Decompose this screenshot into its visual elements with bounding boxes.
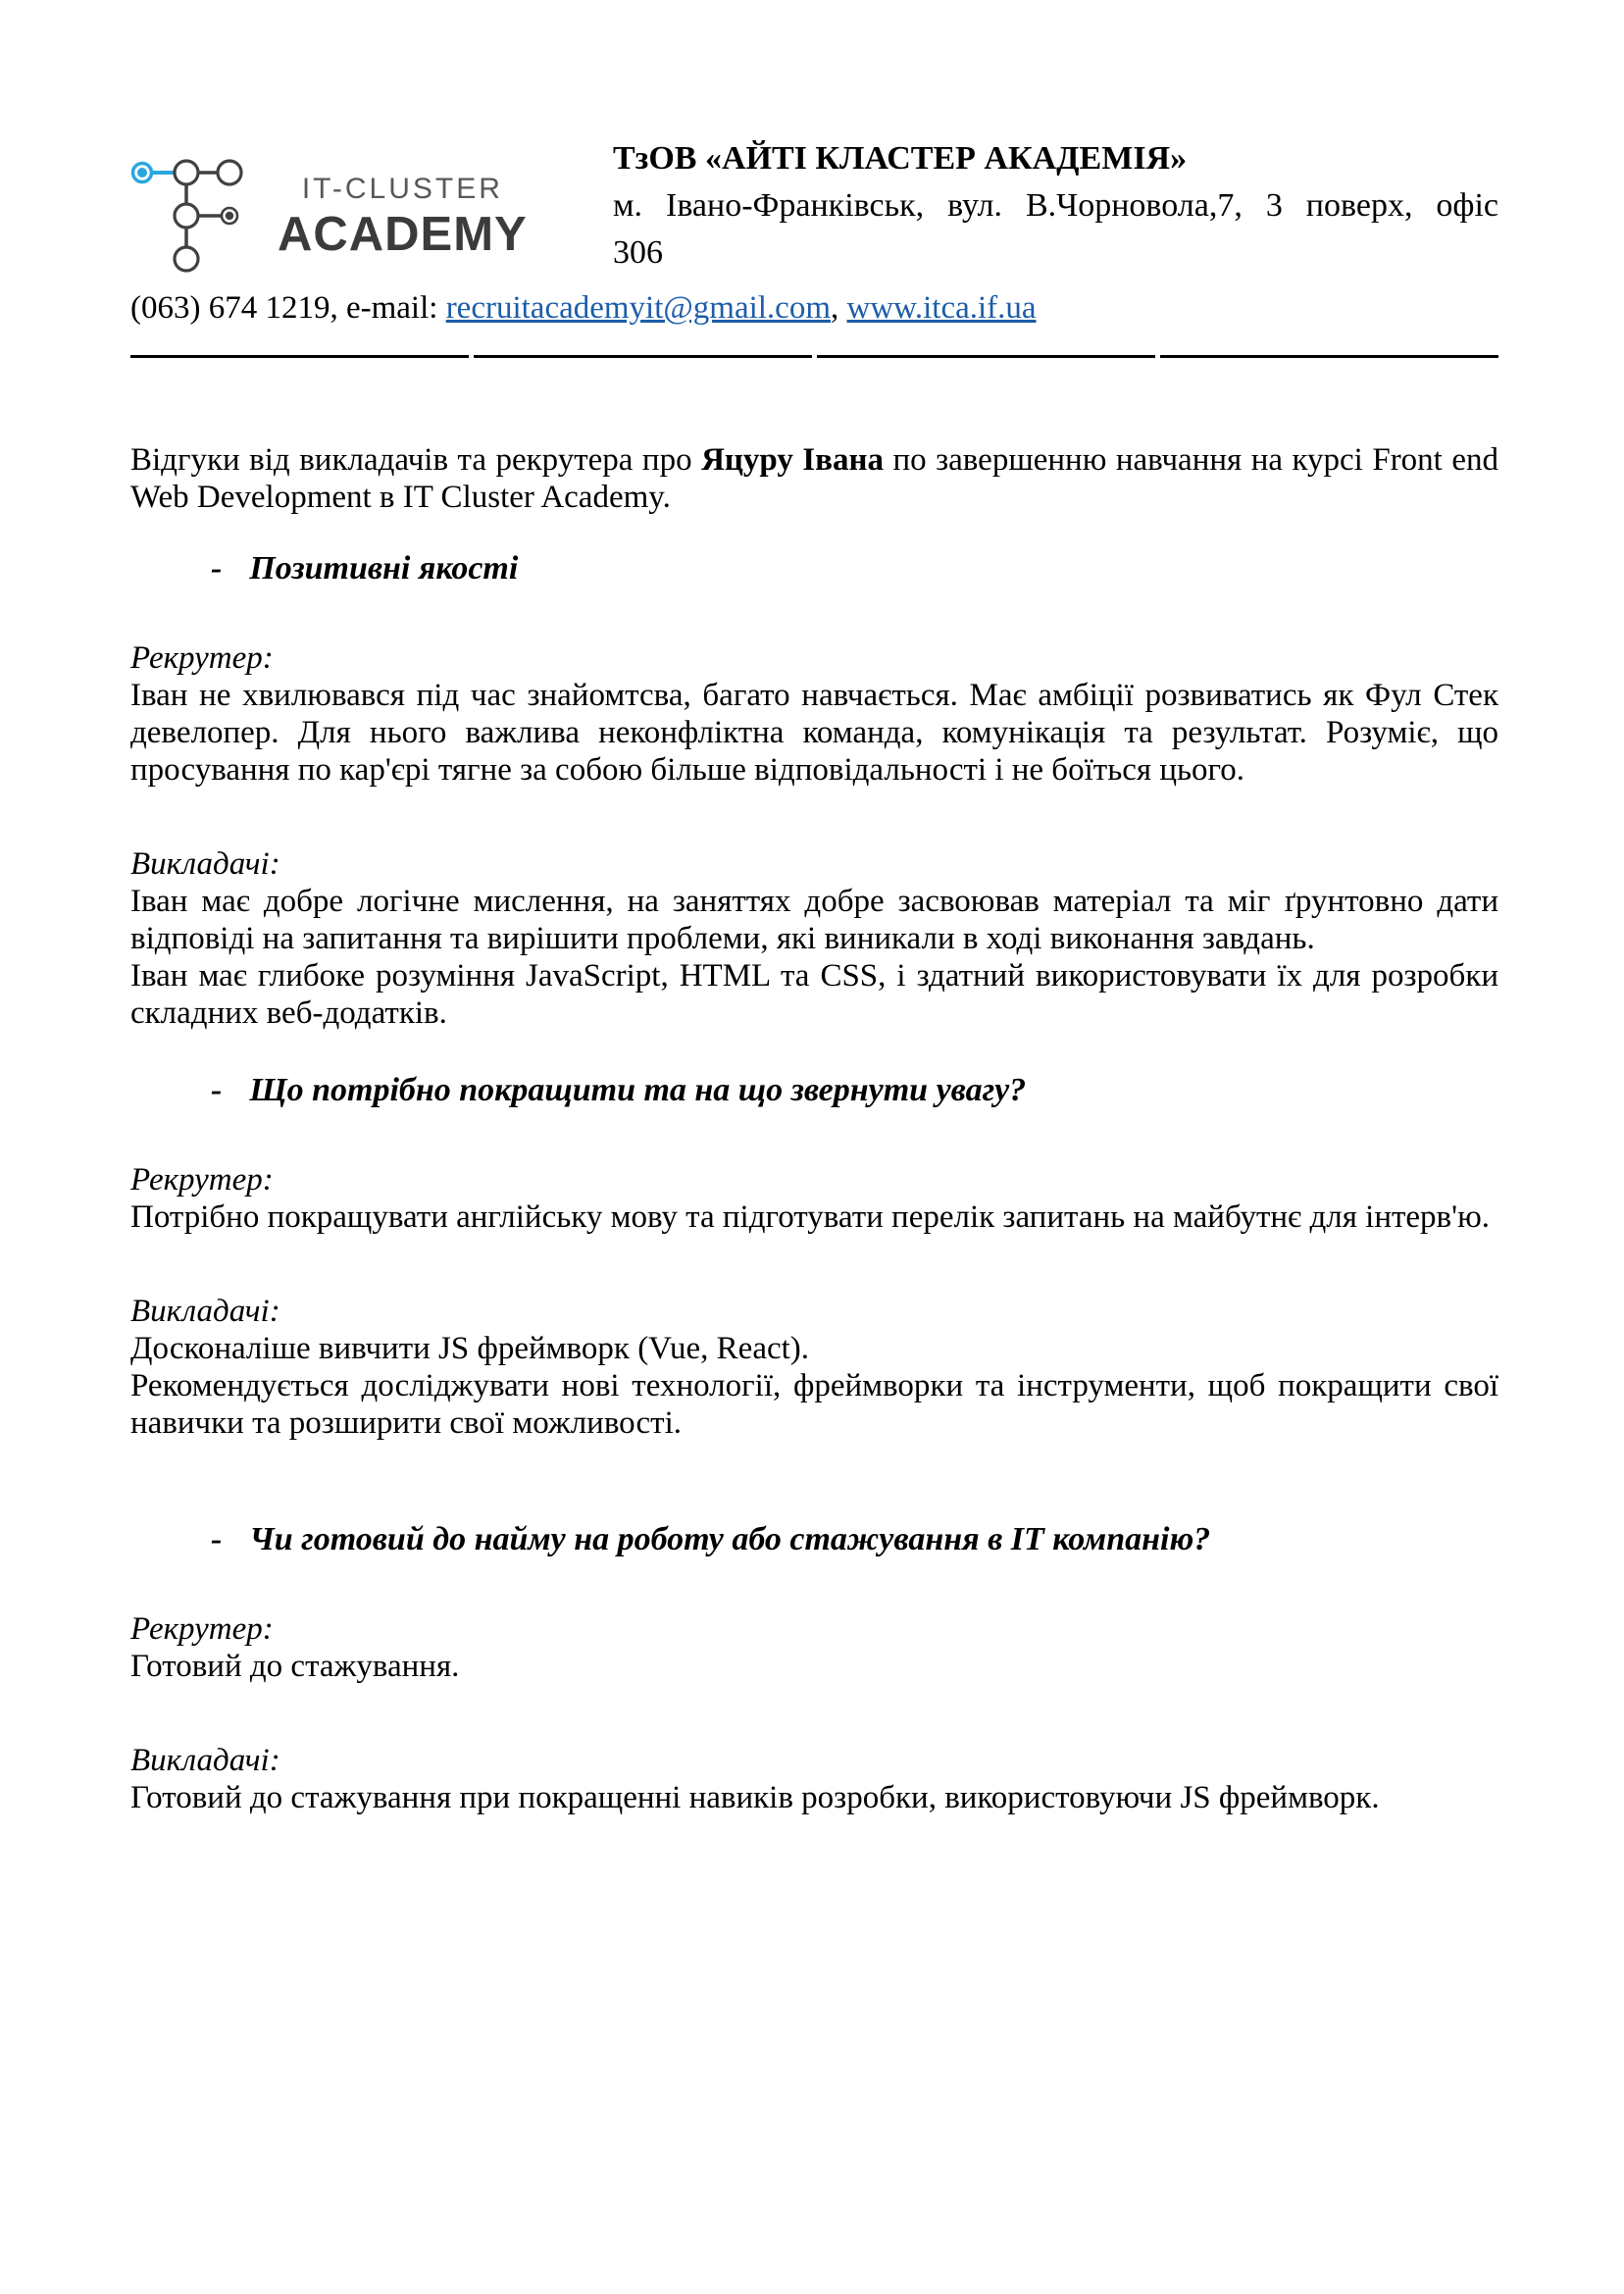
logo-wordmark	[278, 173, 528, 277]
section-heading-improvements	[130, 1071, 1498, 1110]
section-heading-hiring-readiness	[130, 1520, 1498, 1559]
intro-text-after: по завершенню навчання на курсі Front end Web Development в IT Cluster Academy.	[130, 442, 1498, 515]
recruiter-feedback: Потрібно покращувати англійську мову та підготувати перелік запитань на майбутнє для інтерв'ю.	[130, 1199, 1490, 1235]
divider	[130, 355, 1498, 359]
logo-wordmark-bottom: ACADEMY	[278, 208, 528, 261]
teachers-feedback: Іван має добре логічне мислення, на заняттях добре засвоював матеріал та міг ґрунтовно дати відповіді на запитання та вирішити проблеми, які виникали в ході виконання завдань.	[130, 884, 1498, 956]
company-logo	[130, 135, 613, 277]
teachers-label: Викладачі:	[130, 1743, 280, 1778]
company-name: ТзОВ «АЙТІ КЛАСТЕР АКАДЕМІЯ»	[613, 140, 1188, 177]
recruiter-feedback: Іван не хвилювався під час знайомтсва, багато навчається. Має амбіції розвиватись як Фул Стек девелопер. Для нього важлива неконфліктна команда, комунікація та результат. Розуміє, що просування по кар'єрі тягне за собою більше відповідальності і не боїться цього.	[130, 678, 1498, 788]
intro-paragraph	[130, 441, 1498, 516]
company-address: м. Івано-Франківськ, вул. В.Чорновола,7, 3 поверх, офіс	[613, 187, 1498, 224]
website-link[interactable]: www.itca.if.ua	[846, 290, 1037, 326]
recruiter-label: Рекрутер:	[130, 1611, 274, 1647]
bullet-dash: -	[211, 1521, 223, 1557]
heading-text: Позитивні якості	[249, 550, 519, 586]
bullet-dash: -	[211, 550, 223, 586]
section-heading-positive-qualities	[130, 549, 1498, 588]
separator: ,	[831, 290, 847, 326]
heading-text: Що потрібно покращити та на що звернути увагу?	[249, 1072, 1027, 1108]
recruiter-feedback: Готовий до стажування.	[130, 1649, 460, 1684]
letterhead	[130, 135, 1498, 277]
company-office-number: 306	[613, 234, 663, 271]
teachers-feedback: Рекомендується досліджувати нові технології, фреймворки та інструменти, щоб покращити свої навички та розширити свої можливості.	[130, 1368, 1498, 1441]
logo-wordmark-top: IT-CLUSTER	[301, 173, 503, 205]
teachers-label: Викладачі:	[130, 1294, 280, 1329]
heading-text: Чи готовий до найму на роботу або стажування в ІТ компанію?	[249, 1521, 1211, 1557]
email-link[interactable]: recruitacademyit@gmail.com	[445, 290, 831, 326]
phone-number: (063) 674 1219, e-mail:	[130, 290, 446, 326]
logo-graph-icon	[130, 159, 248, 277]
student-name: Яцуру Івана	[701, 442, 884, 478]
recruiter-label: Рекрутер:	[130, 1162, 274, 1198]
company-info	[613, 135, 1498, 277]
intro-text-before: Відгуки від викладачів та рекрутера про	[130, 442, 702, 478]
teachers-feedback: Іван має глибоке розуміння JavaScript, HTML та CSS, і здатний використовувати їх для розробки складних веб-додатків.	[130, 958, 1498, 1031]
teachers-label: Викладачі:	[130, 846, 280, 882]
teachers-feedback: Готовий до стажування при покращенні навиків розробки, використовуючи JS фреймворк.	[130, 1780, 1380, 1815]
recruiter-label: Рекрутер:	[130, 640, 274, 676]
bullet-dash: -	[211, 1072, 223, 1108]
contact-line	[130, 288, 1498, 328]
teachers-feedback: Досконаліше вивчити JS фреймворк (Vue, React).	[130, 1331, 810, 1366]
